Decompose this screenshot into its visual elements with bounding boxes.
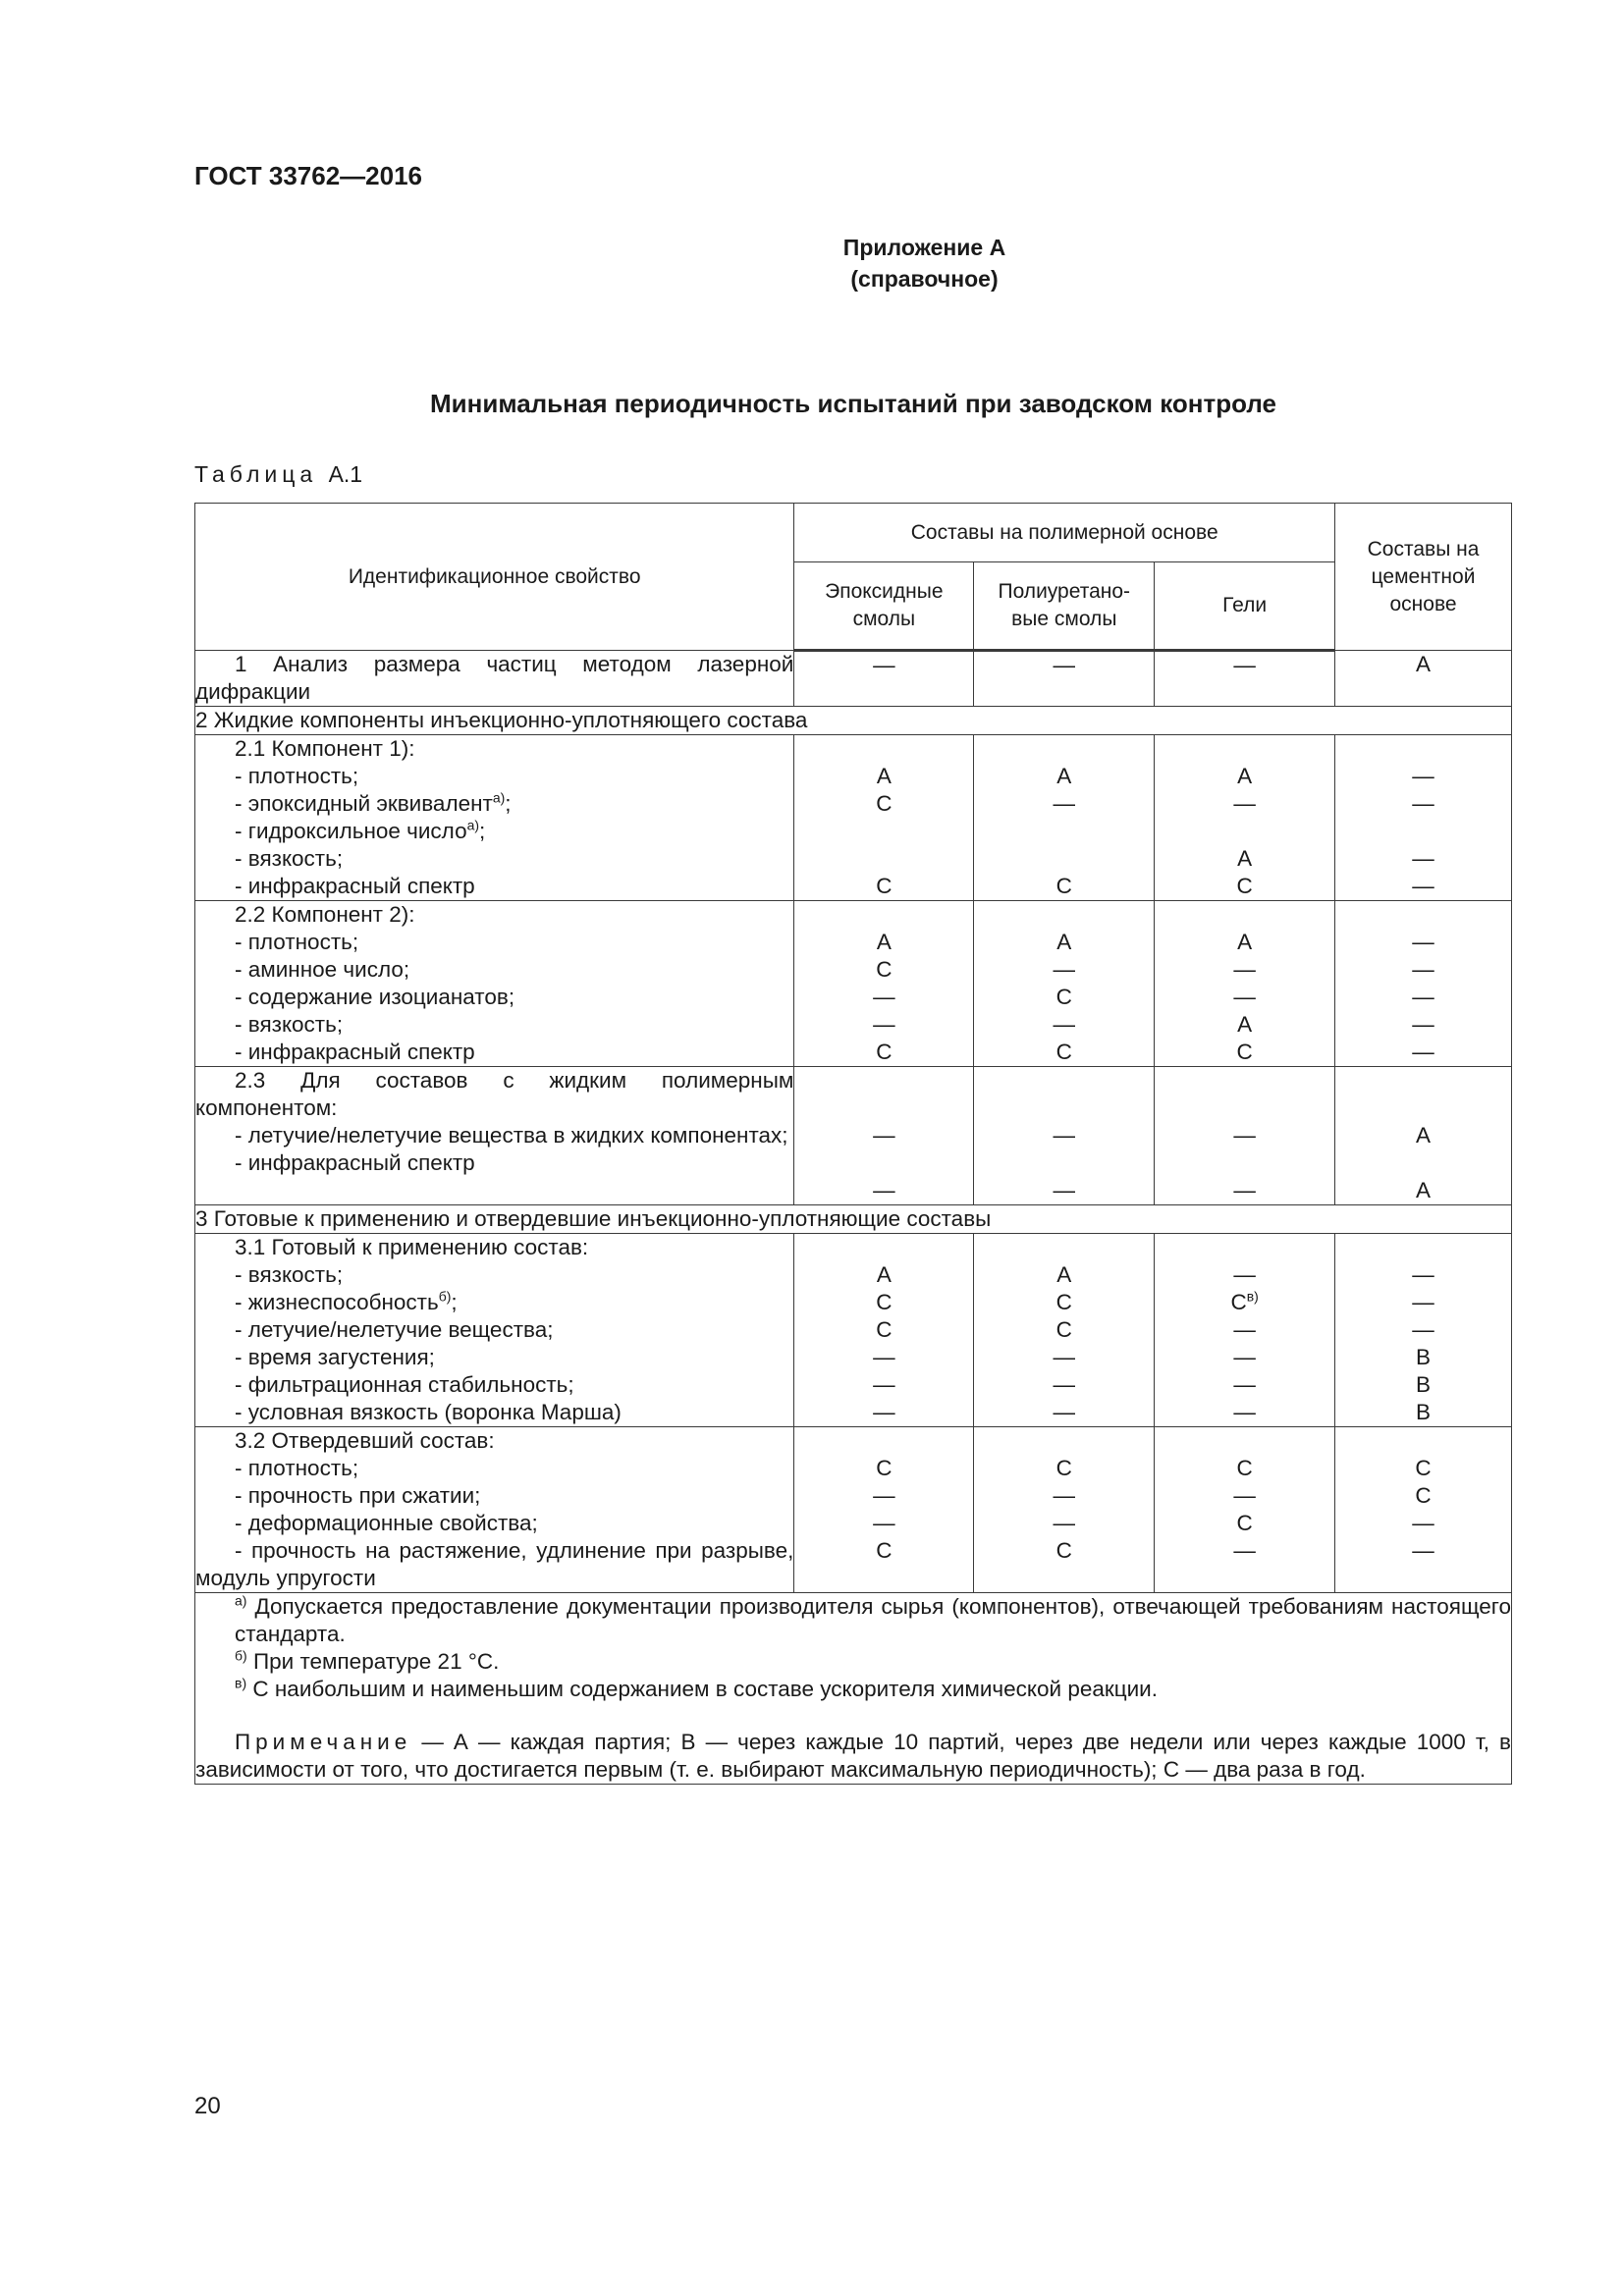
row3-1-polyurethane: А С С — — —	[974, 1234, 1155, 1427]
section3-heading: 3 Готовые к применению и отвердевшие инъекционно-уплотняющие составы	[195, 1205, 1512, 1234]
header-cement: Составы на цементной основе	[1335, 504, 1512, 651]
footnote-a: $^{а)}$ Допускается предоставление документации производителя сырья (компонентов), отвечающей требованиям настоящего стандарта.	[235, 1592, 1511, 1646]
row3-2-property: 3.2 Отвердевший состав: - плотность; - прочность при сжатии; - деформационные свойства; - прочность на растяжение, удлинение при разрыве, модуль упругости	[195, 1427, 794, 1593]
row2-3-gels: — —	[1155, 1067, 1335, 1205]
row3-1-gels: — $С^{в)}$ — — — —	[1155, 1234, 1335, 1427]
table-row	[195, 651, 1512, 707]
row1-epoxy: —	[794, 651, 974, 707]
header-polymer-group: Составы на полимерной основе	[794, 504, 1335, 562]
row2-1-cement: — — — —	[1335, 735, 1512, 901]
main-title: Минимальная периодичность испытаний при заводском контроле	[429, 389, 1276, 418]
footnote-c: $^{в)}$ С наибольшим и наименьшим содержанием в составе ускорителя химической реакции.	[235, 1675, 1158, 1701]
header-epoxy: Эпоксидные смолы	[794, 562, 974, 651]
row2-1-gels: А — А С	[1155, 735, 1335, 901]
row1-cement: А	[1335, 651, 1512, 707]
header-gels: Гели	[1155, 562, 1335, 651]
appendix-title: Приложение А	[842, 235, 1006, 260]
row3-2-polyurethane: С — — С	[974, 1427, 1155, 1593]
row2-3-polyurethane: — —	[974, 1067, 1155, 1205]
table-row	[195, 1067, 1512, 1205]
row2-2-property: 2.2 Компонент 2): - плотность; - аминное число; - содержание изоцианатов; - вязкость; - инфракрасный спектр	[195, 901, 794, 1067]
appendix-type: (справочное)	[850, 266, 999, 292]
row3-2-epoxy: С — — С	[794, 1427, 974, 1593]
table-row	[195, 901, 1512, 1067]
table-row	[195, 735, 1512, 901]
row2-1-property: 2.1 Компонент 1): - плотность; - эпоксидный эквивалент$^{а)}$; - гидроксильное число$^{а)}$; - вязкость; - инфракрасный спектр	[195, 735, 794, 901]
footnote-b: $^{б)}$ При температуре 21 °С.	[235, 1647, 500, 1674]
table-section-row	[195, 707, 1512, 735]
table-footnotes	[195, 1593, 1512, 1785]
table-row	[195, 1427, 1512, 1593]
section2-heading: 2 Жидкие компоненты инъекционно-уплотняющего состава	[195, 707, 1512, 735]
row1-gels: —	[1155, 651, 1335, 707]
row3-1-cement: — — — В В В	[1335, 1234, 1512, 1427]
row2-3-cement: А А	[1335, 1067, 1512, 1205]
row3-1-epoxy: А С С — — —	[794, 1234, 974, 1427]
row3-2-cement: С С — —	[1335, 1427, 1512, 1593]
row2-2-epoxy: А С — — С	[794, 901, 974, 1067]
row2-2-cement: — — — — —	[1335, 901, 1512, 1067]
table-caption	[194, 461, 362, 488]
row1-polyurethane: —	[974, 651, 1155, 707]
document-code: ГОСТ 33762—2016	[194, 161, 422, 190]
periodicity-table	[194, 503, 1512, 1785]
header-polyurethane: Полиуретано-вые смолы	[974, 562, 1155, 651]
row2-3-property: 2.3 Для составов с жидким полимерным компонентом: - летучие/нелетучие вещества в жидких компонентах; - инфракрасный спектр	[195, 1067, 794, 1205]
row2-1-polyurethane: А — С	[974, 735, 1155, 901]
row1-property: 1 Анализ размера частиц методом лазерной дифракции	[195, 651, 794, 707]
header-property: Идентификационное свойство	[195, 504, 794, 651]
table-caption-number: А.1	[328, 461, 363, 487]
table-note: Примечание — А — каждая партия; В — через каждые 10 партий, через две недели или через каждые 1000 т, в зависимости от того, что достигается первым (т. е. выбирают максимальную периодичность); С — два раза в год.	[195, 1730, 1511, 1782]
row3-2-gels: С — С —	[1155, 1427, 1335, 1593]
appendix-heading	[0, 232, 1623, 294]
row2-1-epoxy: А С С	[794, 735, 974, 901]
row3-1-property: 3.1 Готовый к применению состав: - вязкость; - жизнеспособность$^{б)}$; - летучие/нелетучие вещества; - время загустения; - фильтрационная стабильность; - условная вязкость (воронка Марша)	[195, 1234, 794, 1427]
table-section-row	[195, 1205, 1512, 1234]
table-footer-row	[195, 1593, 1512, 1785]
page-number: 20	[194, 2093, 221, 2119]
table-caption-label: Таблица	[194, 461, 318, 487]
row2-3-epoxy: — —	[794, 1067, 974, 1205]
row2-2-gels: А — — А С	[1155, 901, 1335, 1067]
table-row	[195, 1234, 1512, 1427]
row2-2-polyurethane: А — С — С	[974, 901, 1155, 1067]
